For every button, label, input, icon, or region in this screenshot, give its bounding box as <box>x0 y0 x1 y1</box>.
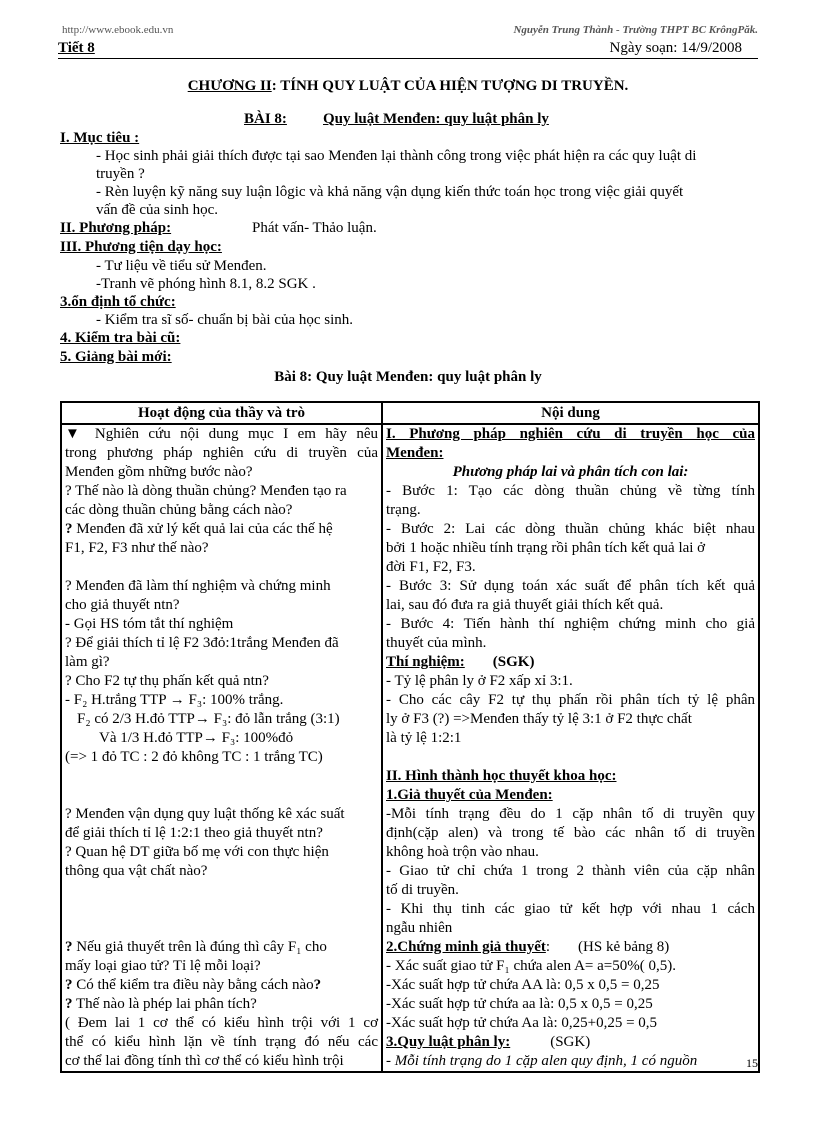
organization-item: - Kiểm tra sĩ số- chuẩn bị bài của học sinh. <box>96 312 354 328</box>
prep-date: Ngày soạn: 14/9/2008 <box>609 40 742 56</box>
content-line: ly ở F3 (?) =>Menđen thấy tỷ lệ 3:1 ở F2 thực chất <box>386 711 692 727</box>
objective-1: - Học sinh phải giải thích được tại sao Menđen lại thành công trong việc phát hiện ra các quy luật di <box>96 148 697 164</box>
content-line: định(cặp alen) và trong tế bào các nhân tố di truyền <box>386 825 755 841</box>
content-line: -Xác suất hợp tử chứa Aa là: 0,25+0,25 = 0,5 <box>386 1015 658 1031</box>
lesson-period: Tiết 8 <box>58 40 95 56</box>
content-line: - Tỷ lệ phân ly ở F2 xấp xỉ 3:1. <box>386 673 573 689</box>
content-heading: Menđen: <box>386 445 444 461</box>
content-line: - Giao tử chỉ chứa 1 trong 2 thành viên của cặp nhân <box>386 863 755 879</box>
materials-heading: III. Phương tiện dạy học: <box>60 239 222 255</box>
review-heading: 4. Kiểm tra bài cũ: <box>60 330 181 346</box>
content-line: - Cho các cây F2 tự thụ phấn rồi phân tích tỷ lệ phân <box>386 692 755 708</box>
content-subheading: Phương pháp lai và phân tích con lai: <box>452 464 689 480</box>
content-heading: 1.Giả thuyết của Menđen: <box>386 787 553 803</box>
content-line: -Xác suất hợp tử chứa AA là: 0,5 x 0,5 = 0,25 <box>386 977 660 993</box>
chapter-rest: : TÍNH QUY LUẬT CỦA HIỆN TƯỢNG DI TRUYỀN. <box>271 78 629 94</box>
activity-line: ? Thế nào là phép lai phân tích? <box>65 996 257 1012</box>
lesson-number: BÀI 8: <box>244 111 287 127</box>
page-number: 15 <box>746 1056 758 1070</box>
activity-line: ? Để giải thích tỉ lệ F2 3đỏ:1trắng Menđen đã <box>65 635 339 651</box>
content-heading: II. Hình thành học thuyết khoa học: <box>386 768 617 784</box>
organization-heading: 3.ổn định tổ chức: <box>60 294 176 310</box>
activity-line: ? Menđen vận dụng quy luật thống kê xác suất <box>65 806 345 822</box>
content-line: - Khi thụ tinh các giao tử kết hợp với nhau 1 cách <box>386 901 755 917</box>
content-line: thuyết của mình. <box>386 635 487 651</box>
activities-cell <box>61 424 382 1072</box>
chapter-prefix: CHƯƠNG II <box>187 78 272 94</box>
activity-line: làm gì? <box>65 654 110 670</box>
activity-line: ? Nếu giả thuyết trên là đúng thì cây F₁ cho <box>65 939 327 955</box>
content-line: bởi 1 hoặc nhiều tính trạng rồi phân tích kết quả lai ở <box>386 540 706 556</box>
method-heading: II. Phương pháp: <box>60 220 172 236</box>
lesson-title: Quy luật Menđen: quy luật phân ly <box>323 111 549 127</box>
activity-line: ? Quan hệ DT giữa bố mẹ với con thực hiện <box>65 844 329 860</box>
activity-line: thông qua vật chất nào? <box>65 863 208 879</box>
activity-line: - F₂ H.trắng TTP → F₃: 100% trắng. <box>65 692 284 708</box>
activity-line: ? Thế nào là dòng thuần chủng? Menđen tạo ra <box>65 483 347 499</box>
activity-line: mấy loại giao tử? Tỉ lệ mỗi loại? <box>65 958 261 974</box>
objective-2: - Rèn luyện kỹ năng suy luận lôgic và khả năng vận dụng kiến thức toán học trong việc giải quyết <box>96 184 684 200</box>
objective-1-cont: truyền ? <box>96 166 145 182</box>
header-author: Nguyễn Trung Thành - Trường THPT BC KrôngPăk. <box>513 24 758 36</box>
chapter-title <box>0 78 816 95</box>
materials-item-1: - Tư liệu về tiểu sử Menđen. <box>96 258 267 274</box>
objectives-heading: I. Mục tiêu : <box>60 130 140 146</box>
content-line: ngẫu nhiên <box>386 920 453 936</box>
activity-line: ? Có thể kiểm tra điều này bằng cách nào? <box>65 977 322 993</box>
content-line: lai, sau đó đưa ra giả thuyết giải thích kết quả. <box>386 597 664 613</box>
content-line: không hoà trộn vào nhau. <box>386 844 539 860</box>
content-heading: 2.Chứng minh giả thuyết: (HS kẻ bảng 8) <box>386 939 670 955</box>
content-cell <box>382 424 759 1072</box>
experiment-heading: Thí nghiệm: (SGK) <box>386 654 535 670</box>
content-heading: I. Phương pháp nghiên cứu di truyền học của <box>386 426 755 442</box>
content-line: - Bước 3: Sử dụng toán xác suất để phân tích kết quả <box>386 578 755 594</box>
activity-line: ( Đem lai 1 cơ thể có kiểu hình trội với 1 cơ <box>65 1015 378 1031</box>
content-line: -Xác suất hợp tử chứa aa là: 0,5 x 0,5 = 0,25 <box>386 996 653 1012</box>
activity-line: ▼ Nghiên cứu nội dung mục I em hãy nêu <box>65 426 378 442</box>
activity-line: - Gọi HS tóm tắt thí nghiệm <box>65 616 234 632</box>
activity-line: F₂ có 2/3 H.đỏ TTP→ F₃: đỏ lẫn trắng (3:1) <box>77 711 340 727</box>
content-line: đời F1, F2, F3. <box>386 559 476 575</box>
content-line: là tỷ lệ 1:2:1 <box>386 730 462 746</box>
activity-line: để giải thích tỉ lệ 1:2:1 theo giả thuyết ntn? <box>65 825 323 841</box>
content-line: tố di truyền. <box>386 882 459 898</box>
content-line: -Mỗi tính trạng đều do 1 cặp nhân tố di truyền quy <box>386 806 755 822</box>
content-line: - Xác suất giao tử F₁ chứa alen A= a=50%( 0,5). <box>386 958 676 974</box>
content-heading: 3.Quy luật phân ly: (SGK) <box>386 1034 591 1050</box>
activity-line: các dòng thuần chủng bằng cách nào? <box>65 502 293 518</box>
header-divider <box>58 58 758 59</box>
activity-line: Và 1/3 H.đỏ TTP→ F₃: 100%đỏ <box>99 730 294 746</box>
content-line: trạng. <box>386 502 421 518</box>
content-line: - Bước 4: Tiến hành thí nghiệm chứng minh cho giả <box>386 616 755 632</box>
lesson-table <box>60 401 760 1073</box>
content-line: - Mỗi tính trạng do 1 cặp alen quy định, 1 có nguồn <box>386 1053 698 1069</box>
activity-line: thể có kiểu hình lặn về tính trạng đó nếu các <box>65 1034 378 1050</box>
new-lesson-heading: 5. Giảng bài mới: <box>60 349 172 365</box>
objective-2-cont: vấn đề của sinh học. <box>96 202 219 218</box>
activity-line: ? Cho F2 tự thụ phấn kết quả ntn? <box>65 673 269 689</box>
activity-line: F1, F2, F3 như thế nào? <box>65 540 209 556</box>
activity-line: cho giả thuyết ntn? <box>65 597 180 613</box>
content-line: - Bước 1: Tạo các dòng thuần chủng về từng tính <box>386 483 755 499</box>
activity-line: ? Menđen đã xử lý kết quả lai của các thế hệ <box>65 521 333 537</box>
activity-line: (=> 1 đỏ TC : 2 đỏ không TC : 1 trắng TC) <box>65 749 323 765</box>
activity-line: ? Menđen đã làm thí nghiệm và chứng minh <box>65 578 331 594</box>
materials-item-2: -Tranh vẽ phóng hình 8.1, 8.2 SGK . <box>96 276 316 292</box>
header-url: http://www.ebook.edu.vn <box>62 24 174 36</box>
column-header-content: Nội dung <box>382 402 759 424</box>
lesson-table-title: Bài 8: Quy luật Menđen: quy luật phân ly <box>274 369 542 385</box>
activity-line: cơ thể lai đồng tính thì cơ thể có kiểu hình trội <box>65 1053 344 1069</box>
content-line: - Bước 2: Lai các dòng thuần chủng khác biệt nhau <box>386 521 755 537</box>
column-header-activities: Hoạt động của thầy và trò <box>61 402 382 424</box>
activity-line: Menđen gồm những bước nào? <box>65 464 253 480</box>
method-value: Phát vấn- Thảo luận. <box>252 220 377 236</box>
activity-line: trong phương pháp nghiên cứu di truyền của <box>65 445 378 461</box>
